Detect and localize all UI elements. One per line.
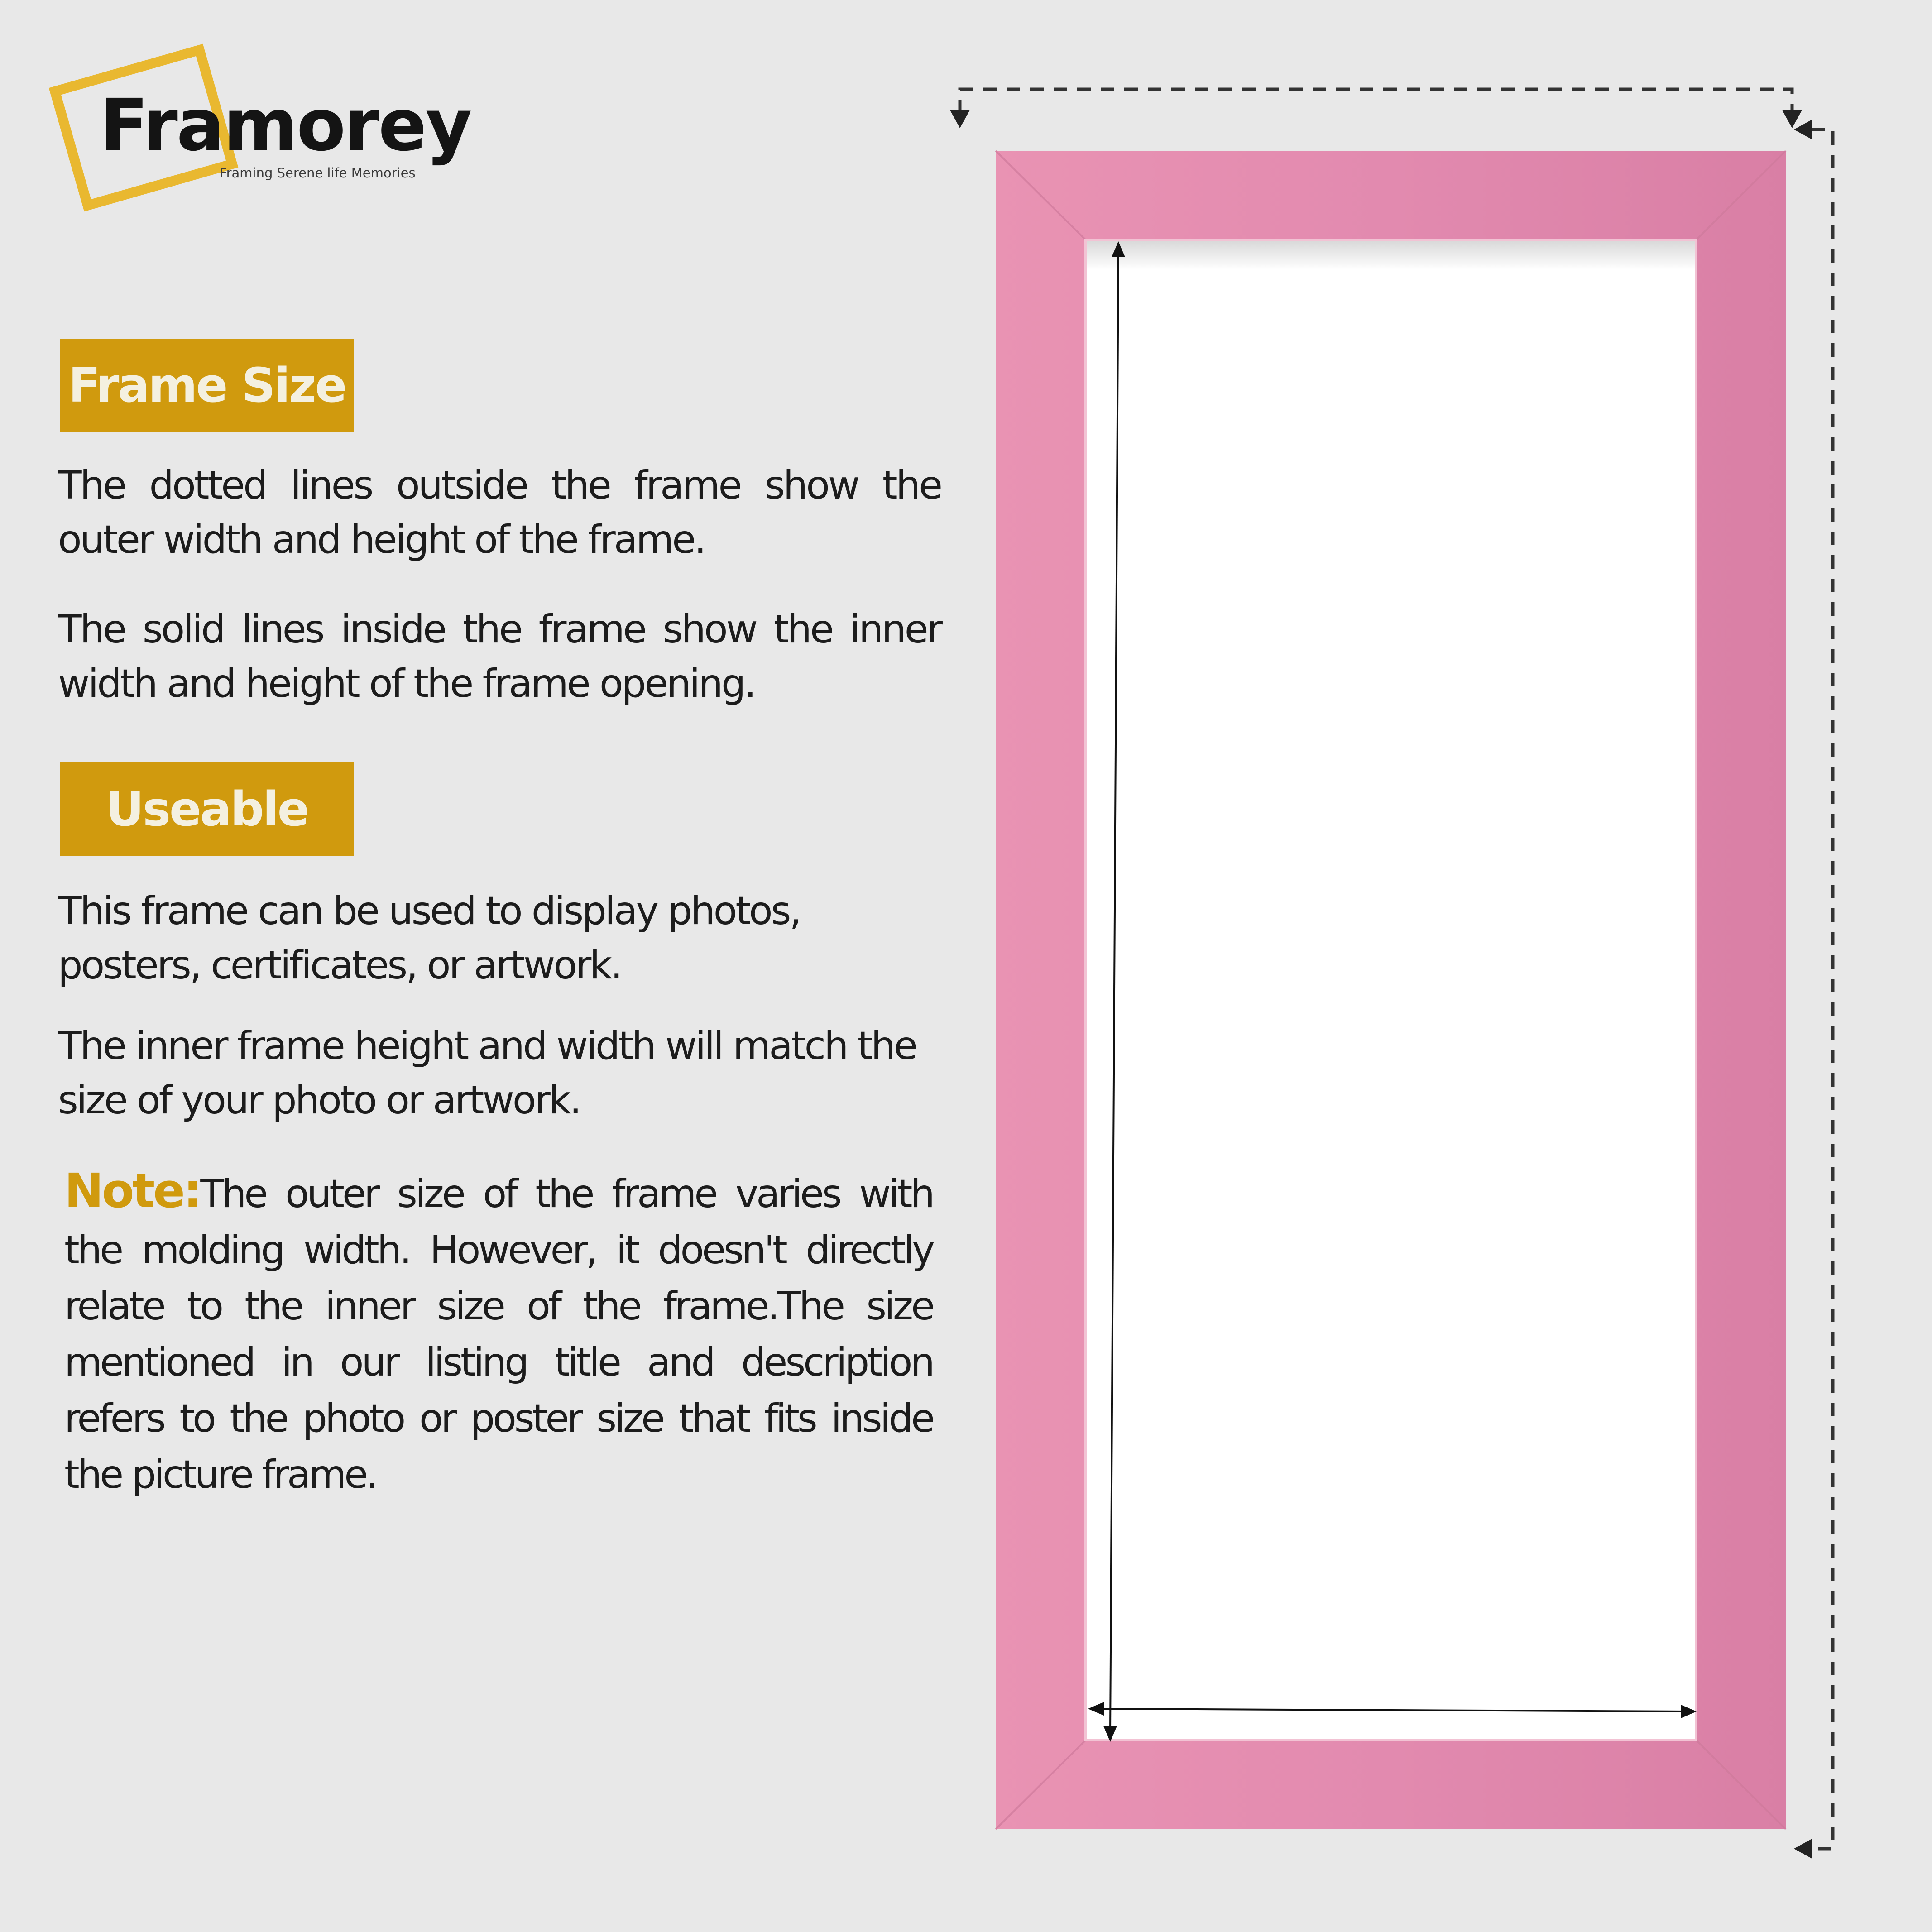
frame-opening (1086, 240, 1696, 1740)
frame-size-heading: Frame Size (60, 339, 354, 432)
note-text: The outer size of the frame varies with the molding width. However, it doesn't directly relate to the inner size of the frame.The size mentioned in our listing title and description refers to the photo or poster size that fits inside the picture frame. (64, 1171, 933, 1497)
outer-width-line (950, 89, 1802, 128)
brand-tagline: Framing Serene life Memories (220, 165, 416, 181)
note-label: Note: (64, 1163, 201, 1218)
frame-size-paragraph-1: The dotted lines outside the frame show the outer width and height of the frame. (58, 463, 941, 562)
brand-name: Framorey (100, 84, 471, 167)
useable-paragraph-1: This frame can be used to display photos, posters, certificates, or artwork. (58, 888, 800, 988)
outer-height-line (1794, 120, 1833, 1859)
useable-paragraph-2: The inner frame height and width will match the size of your photo or artwork. (58, 1023, 916, 1123)
frame-size-paragraph-2: The solid lines inside the frame show the inner width and height of the frame opening. (58, 607, 941, 706)
useable-heading: Useable (60, 762, 354, 856)
